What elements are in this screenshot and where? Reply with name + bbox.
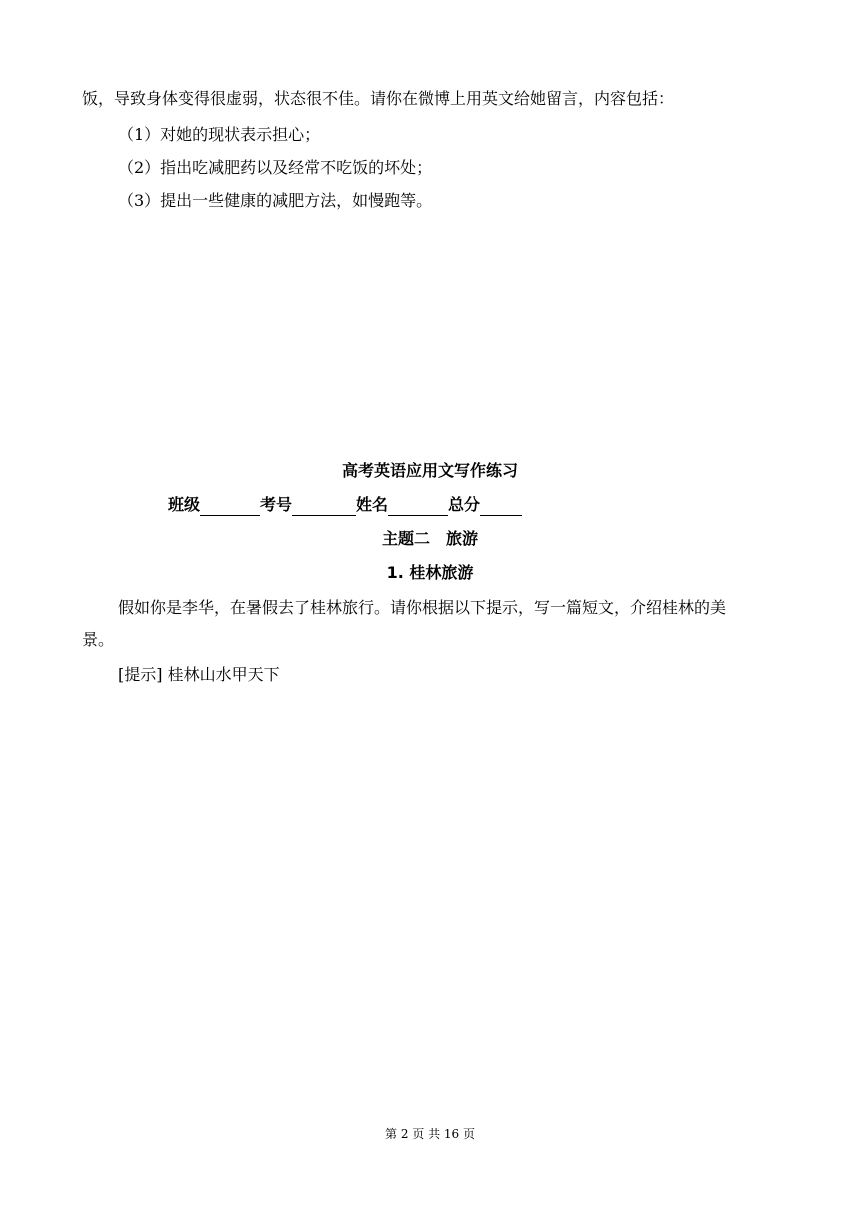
task-heading	[0, 562, 860, 584]
requirement-item-3: （3）提出一些健康的减肥方法，如慢跑等。	[118, 191, 433, 210]
requirement-item-2: （2）指出吃减肥药以及经常不吃饭的坏处；	[118, 158, 433, 177]
exam-no-blank	[292, 497, 356, 516]
exam-no-label: 考号	[260, 495, 293, 514]
task-prompt-line-2: 景。	[82, 630, 115, 649]
exercise-title	[0, 460, 860, 482]
continuation-line: 饭，导致身体变得很虚弱，状态很不佳。请你在微博上用英文给她留言，内容包括：	[82, 89, 675, 108]
task-prompt-line-1: 假如你是李华，在暑假去了桂林旅行。请你根据以下提示，写一篇短文，介绍桂林的美	[118, 598, 727, 617]
student-info-fields	[168, 494, 522, 516]
task-hint: [提示] 桂林山水甲天下	[118, 665, 280, 684]
exercise-title-text: 高考英语应用文写作练习	[341, 461, 518, 480]
theme-text: 主题二 旅游	[381, 529, 478, 548]
page-footer	[0, 1126, 860, 1142]
theme-heading	[0, 528, 860, 550]
requirement-item-1: （1）对她的现状表示担心；	[118, 125, 321, 144]
task-title-text: 1. 桂林旅游	[386, 563, 474, 582]
page-number: 第 2 页 共 16 页	[385, 1127, 475, 1141]
class-label: 班级	[168, 495, 201, 514]
class-blank	[200, 497, 260, 516]
name-label: 姓名	[356, 495, 389, 514]
score-blank	[480, 497, 522, 516]
score-label: 总分	[448, 495, 481, 514]
name-blank	[388, 497, 448, 516]
